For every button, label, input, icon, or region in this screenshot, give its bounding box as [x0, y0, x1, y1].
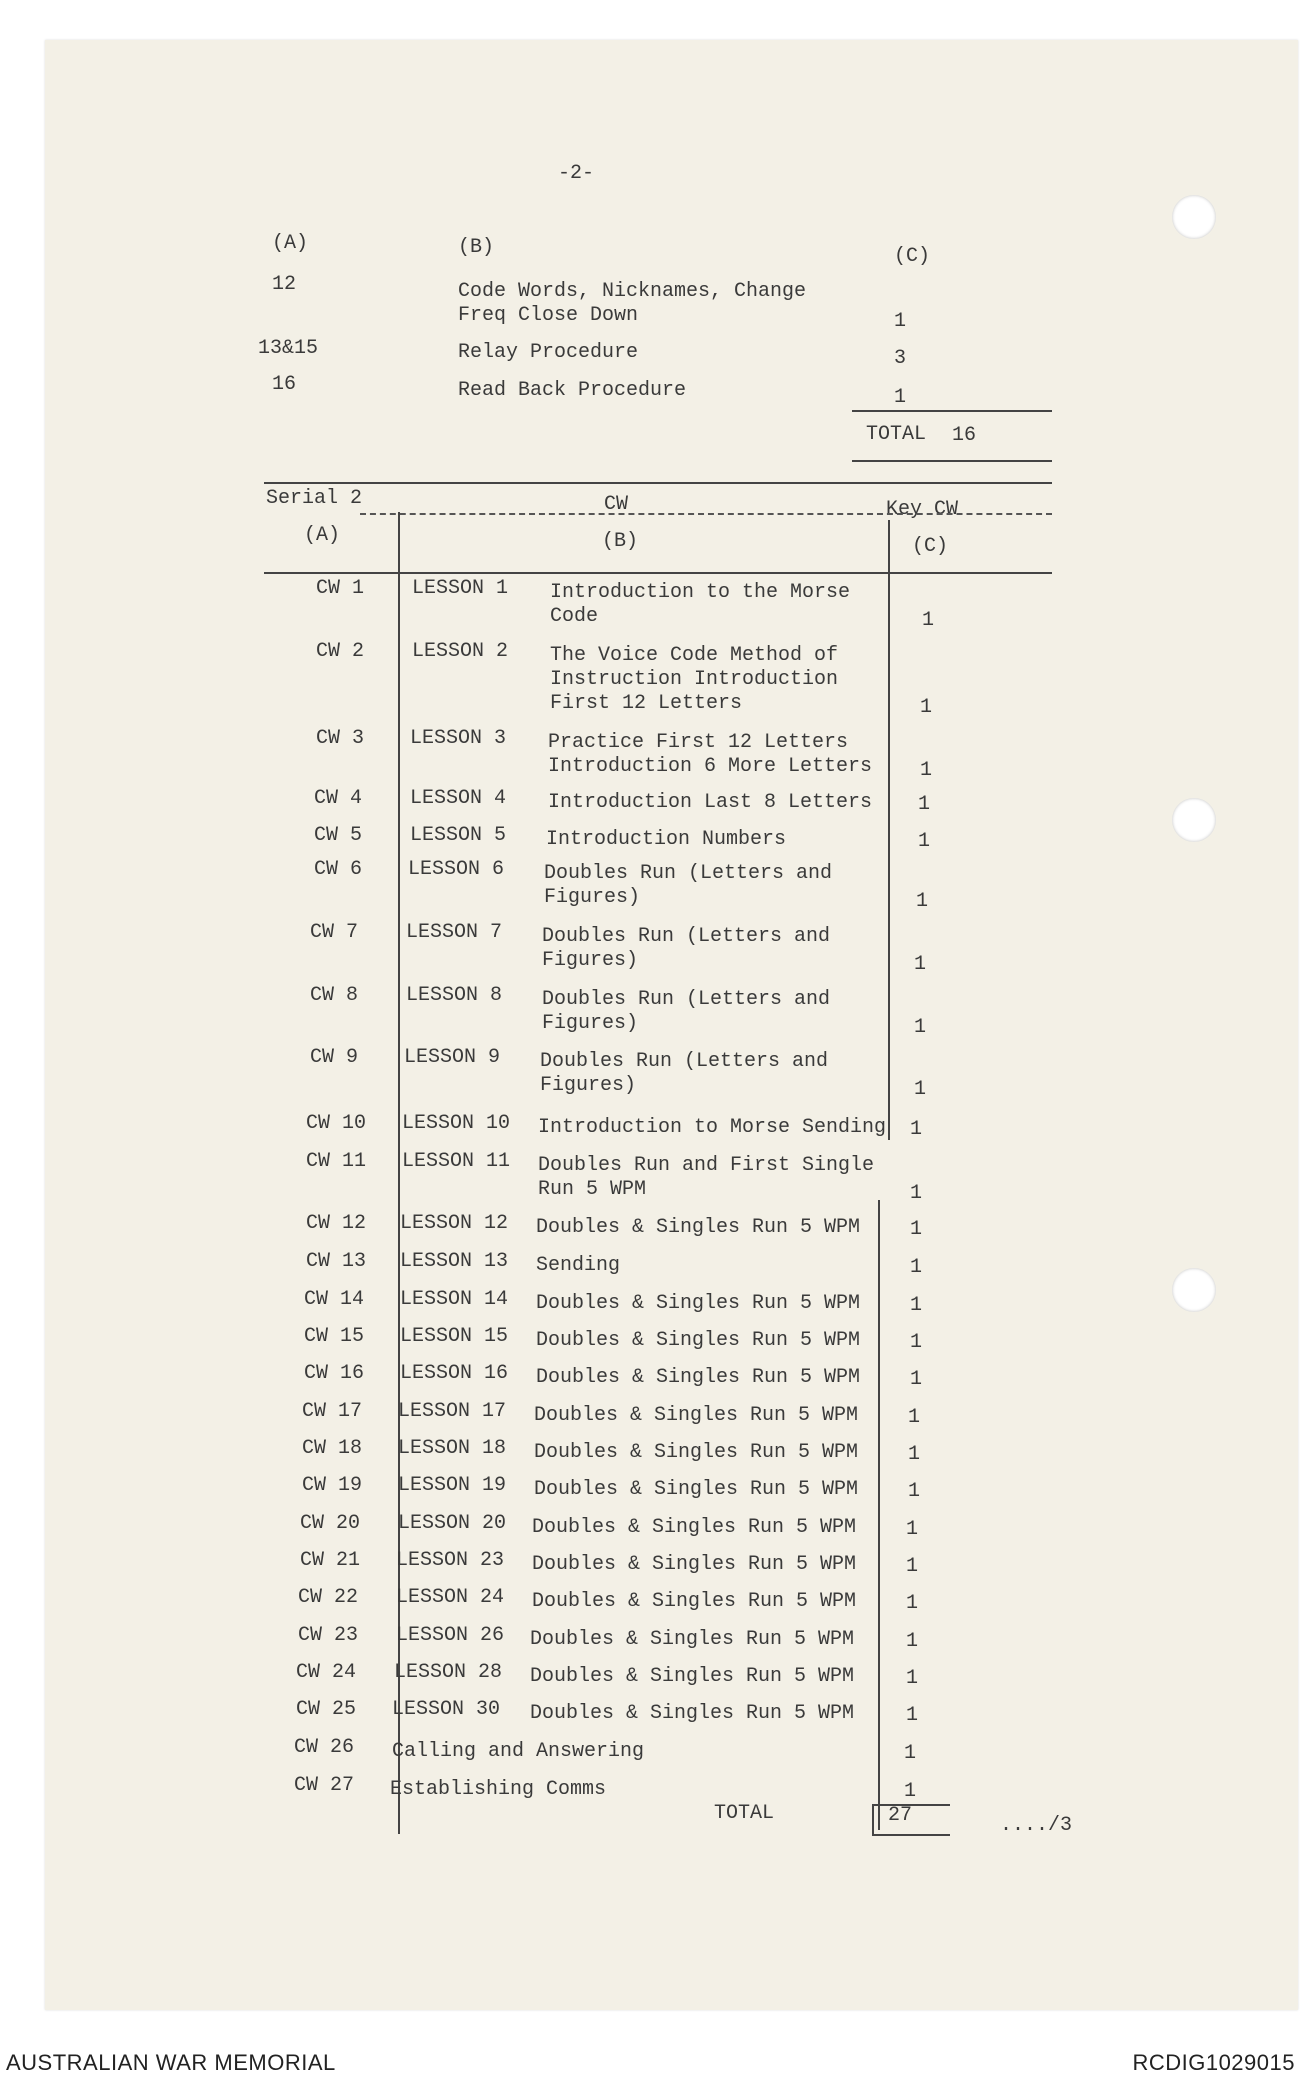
row-key-count: 1 — [910, 1118, 923, 1141]
top-col-b-header: (B) — [458, 236, 495, 259]
row-lesson-label: LESSON 11 — [402, 1150, 511, 1173]
row-cw-number: CW 26 — [294, 1736, 355, 1759]
punch-hole — [1172, 195, 1216, 239]
row-description: Doubles Run (Letters and — [544, 862, 833, 885]
row-description: Figures) — [544, 886, 641, 909]
row-cw-number: CW 11 — [306, 1150, 367, 1173]
row-key-count: 1 — [906, 1630, 919, 1653]
row-lesson-label: LESSON 13 — [400, 1250, 509, 1273]
top-row-count: 1 — [894, 310, 907, 333]
row-lesson-label: LESSON 9 — [404, 1046, 501, 1069]
row-cw-number: CW 14 — [304, 1288, 365, 1311]
row-description: Practice First 12 Letters — [548, 731, 849, 754]
top-row-desc: Read Back Procedure — [458, 379, 687, 402]
row-lesson-label: LESSON 2 — [412, 640, 509, 663]
row-description: First 12 Letters — [550, 692, 743, 715]
row-key-count: 1 — [920, 759, 933, 782]
top-row-desc: Code Words, Nicknames, Change — [458, 280, 807, 303]
row-cw-number: CW 17 — [302, 1400, 363, 1423]
row-lesson-label: LESSON 5 — [410, 824, 507, 847]
row-description: The Voice Code Method of — [550, 644, 839, 667]
header-dashed-rule — [360, 513, 1052, 515]
row-description: Doubles & Singles Run 5 WPM — [534, 1478, 859, 1501]
row-lesson-label: LESSON 26 — [396, 1624, 505, 1647]
row-description: Introduction Numbers — [546, 828, 787, 851]
top-row-count: 1 — [894, 386, 907, 409]
row-cw-number: CW 1 — [316, 577, 365, 600]
top-row-serial: 13&15 — [258, 337, 319, 360]
row-description: Doubles & Singles Run 5 WPM — [532, 1516, 857, 1539]
cw-group-label: CW — [604, 493, 629, 516]
top-total-value: 16 — [952, 424, 977, 447]
row-description: Figures) — [540, 1074, 637, 1097]
row-lesson-label: LESSON 30 — [392, 1698, 501, 1721]
page-number: -2- — [558, 162, 595, 185]
row-key-count: 1 — [906, 1704, 919, 1727]
row-cw-number: CW 19 — [302, 1474, 363, 1497]
row-key-count: 1 — [914, 1078, 927, 1101]
row-key-count: 1 — [910, 1331, 923, 1354]
row-key-count: 1 — [914, 1016, 927, 1039]
row-lesson-label: LESSON 4 — [410, 787, 507, 810]
total-box-bottom — [872, 1834, 950, 1836]
row-lesson-label: LESSON 7 — [406, 921, 503, 944]
row-description: Doubles Run and First Single — [538, 1154, 875, 1177]
row-description: Doubles & Singles Run 5 WPM — [534, 1404, 859, 1427]
header-bottom-rule — [264, 572, 1052, 574]
row-cw-number: CW 9 — [310, 1046, 359, 1069]
row-key-count: 1 — [910, 1294, 923, 1317]
row-cw-number: CW 15 — [304, 1325, 365, 1348]
row-description: Doubles & Singles Run 5 WPM — [530, 1628, 855, 1651]
row-description: Doubles & Singles Run 5 WPM — [530, 1665, 855, 1688]
total-rule — [852, 410, 1052, 412]
row-description: Figures) — [542, 1012, 639, 1035]
row-key-count: 1 — [904, 1742, 917, 1765]
row-cw-number: CW 4 — [314, 787, 363, 810]
row-key-count: 1 — [910, 1182, 923, 1205]
row-key-count: 1 — [904, 1780, 917, 1803]
row-lesson-label: LESSON 10 — [402, 1112, 511, 1135]
row-description: Doubles & Singles Run 5 WPM — [530, 1702, 855, 1725]
serial-label: Serial 2 — [266, 487, 363, 510]
row-lesson-label: LESSON 16 — [400, 1362, 509, 1385]
row-key-count: 1 — [916, 890, 929, 913]
row-cw-number: CW 16 — [304, 1362, 365, 1385]
row-cw-number: CW 27 — [294, 1774, 355, 1797]
row-description: Introduction to the Morse — [550, 581, 851, 604]
row-description: Establishing Comms — [390, 1778, 607, 1801]
row-cw-number: CW 20 — [300, 1512, 361, 1535]
row-key-count: 1 — [918, 830, 931, 853]
row-cw-number: CW 3 — [316, 727, 365, 750]
row-key-count: 1 — [906, 1667, 919, 1690]
row-lesson-label: LESSON 18 — [398, 1437, 507, 1460]
row-key-count: 1 — [908, 1480, 921, 1503]
row-description: Calling and Answering — [392, 1740, 645, 1763]
row-lesson-label: LESSON 1 — [412, 577, 509, 600]
row-key-count: 1 — [908, 1406, 921, 1429]
top-row-desc: Relay Procedure — [458, 341, 639, 364]
row-cw-number: CW 10 — [306, 1112, 367, 1135]
row-lesson-label: LESSON 12 — [400, 1212, 509, 1235]
row-description: Figures) — [542, 949, 639, 972]
row-description: Introduction 6 More Letters — [548, 755, 873, 778]
row-key-count: 1 — [922, 609, 935, 632]
row-lesson-label: LESSON 6 — [408, 858, 505, 881]
col-c-header: (C) — [912, 535, 949, 558]
row-key-count: 1 — [906, 1555, 919, 1578]
row-cw-number: CW 12 — [306, 1212, 367, 1235]
row-lesson-label: LESSON 19 — [398, 1474, 507, 1497]
row-key-count: 1 — [920, 696, 933, 719]
row-description: Doubles Run (Letters and — [542, 988, 831, 1011]
row-description: Run 5 WPM — [538, 1178, 647, 1201]
row-cw-number: CW 5 — [314, 824, 363, 847]
row-lesson-label: LESSON 28 — [394, 1661, 503, 1684]
top-row-desc: Freq Close Down — [458, 304, 639, 327]
row-key-count: 1 — [908, 1443, 921, 1466]
row-key-count: 1 — [910, 1256, 923, 1279]
row-description: Doubles & Singles Run 5 WPM — [536, 1292, 861, 1315]
row-key-count: 1 — [910, 1368, 923, 1391]
top-col-a-header: (A) — [272, 232, 309, 255]
row-key-count: 1 — [906, 1518, 919, 1541]
row-description: Doubles Run (Letters and — [540, 1050, 829, 1073]
punch-hole — [1172, 1268, 1216, 1312]
row-cw-number: CW 7 — [310, 921, 359, 944]
table-top-rule — [264, 482, 1052, 484]
row-description: Doubles & Singles Run 5 WPM — [536, 1216, 861, 1239]
row-lesson-label: LESSON 17 — [398, 1400, 507, 1423]
row-description: Code — [550, 605, 599, 628]
col-divider-bc — [878, 1200, 880, 1830]
row-description: Instruction Introduction — [550, 668, 839, 691]
row-cw-number: CW 24 — [296, 1661, 357, 1684]
col-a-header: (A) — [304, 524, 341, 547]
row-description: Doubles & Singles Run 5 WPM — [536, 1366, 861, 1389]
row-description: Introduction to Morse Sending — [538, 1116, 887, 1139]
row-cw-number: CW 18 — [302, 1437, 363, 1460]
row-description: Sending — [536, 1254, 621, 1277]
row-description: Doubles & Singles Run 5 WPM — [532, 1553, 857, 1576]
row-lesson-label: LESSON 15 — [400, 1325, 509, 1348]
row-key-count: 1 — [906, 1592, 919, 1615]
serial-total-label: TOTAL — [714, 1802, 775, 1825]
row-lesson-label: LESSON 3 — [410, 727, 507, 750]
col-b-header: (B) — [602, 530, 639, 553]
row-cw-number: CW 2 — [316, 640, 365, 663]
row-lesson-label: LESSON 23 — [396, 1549, 505, 1572]
row-cw-number: CW 6 — [314, 858, 363, 881]
row-key-count: 1 — [914, 953, 927, 976]
row-cw-number: CW 25 — [296, 1698, 357, 1721]
total-rule — [852, 460, 1052, 462]
top-total-label: TOTAL — [866, 423, 927, 446]
continuation-mark: ..../3 — [1000, 1814, 1073, 1837]
top-col-c-header: (C) — [894, 245, 931, 268]
footer-archive-name: AUSTRALIAN WAR MEMORIAL — [6, 2050, 336, 2075]
row-description: Doubles & Singles Run 5 WPM — [536, 1329, 861, 1352]
row-cw-number: CW 23 — [298, 1624, 359, 1647]
row-cw-number: CW 8 — [310, 984, 359, 1007]
top-row-serial: 12 — [272, 273, 297, 296]
key-cw-label: Key CW — [886, 498, 959, 521]
serial-total-value: 27 — [888, 1804, 913, 1827]
row-cw-number: CW 13 — [306, 1250, 367, 1273]
row-lesson-label: LESSON 20 — [398, 1512, 507, 1535]
row-key-count: 1 — [918, 793, 931, 816]
row-lesson-label: LESSON 24 — [396, 1586, 505, 1609]
row-cw-number: CW 21 — [300, 1549, 361, 1572]
footer-reference-id: RCDIG1029015 — [1132, 2050, 1295, 2075]
row-description: Introduction Last 8 Letters — [548, 791, 873, 814]
row-key-count: 1 — [910, 1218, 923, 1241]
top-row-serial: 16 — [272, 373, 297, 396]
row-lesson-label: LESSON 14 — [400, 1288, 509, 1311]
row-lesson-label: LESSON 8 — [406, 984, 503, 1007]
total-box-left — [872, 1804, 874, 1834]
punch-hole — [1172, 798, 1216, 842]
col-divider-bc — [888, 520, 890, 1140]
row-description: Doubles & Singles Run 5 WPM — [532, 1590, 857, 1613]
top-row-count: 3 — [894, 347, 907, 370]
row-description: Doubles Run (Letters and — [542, 925, 831, 948]
row-description: Doubles & Singles Run 5 WPM — [534, 1441, 859, 1464]
row-cw-number: CW 22 — [298, 1586, 359, 1609]
